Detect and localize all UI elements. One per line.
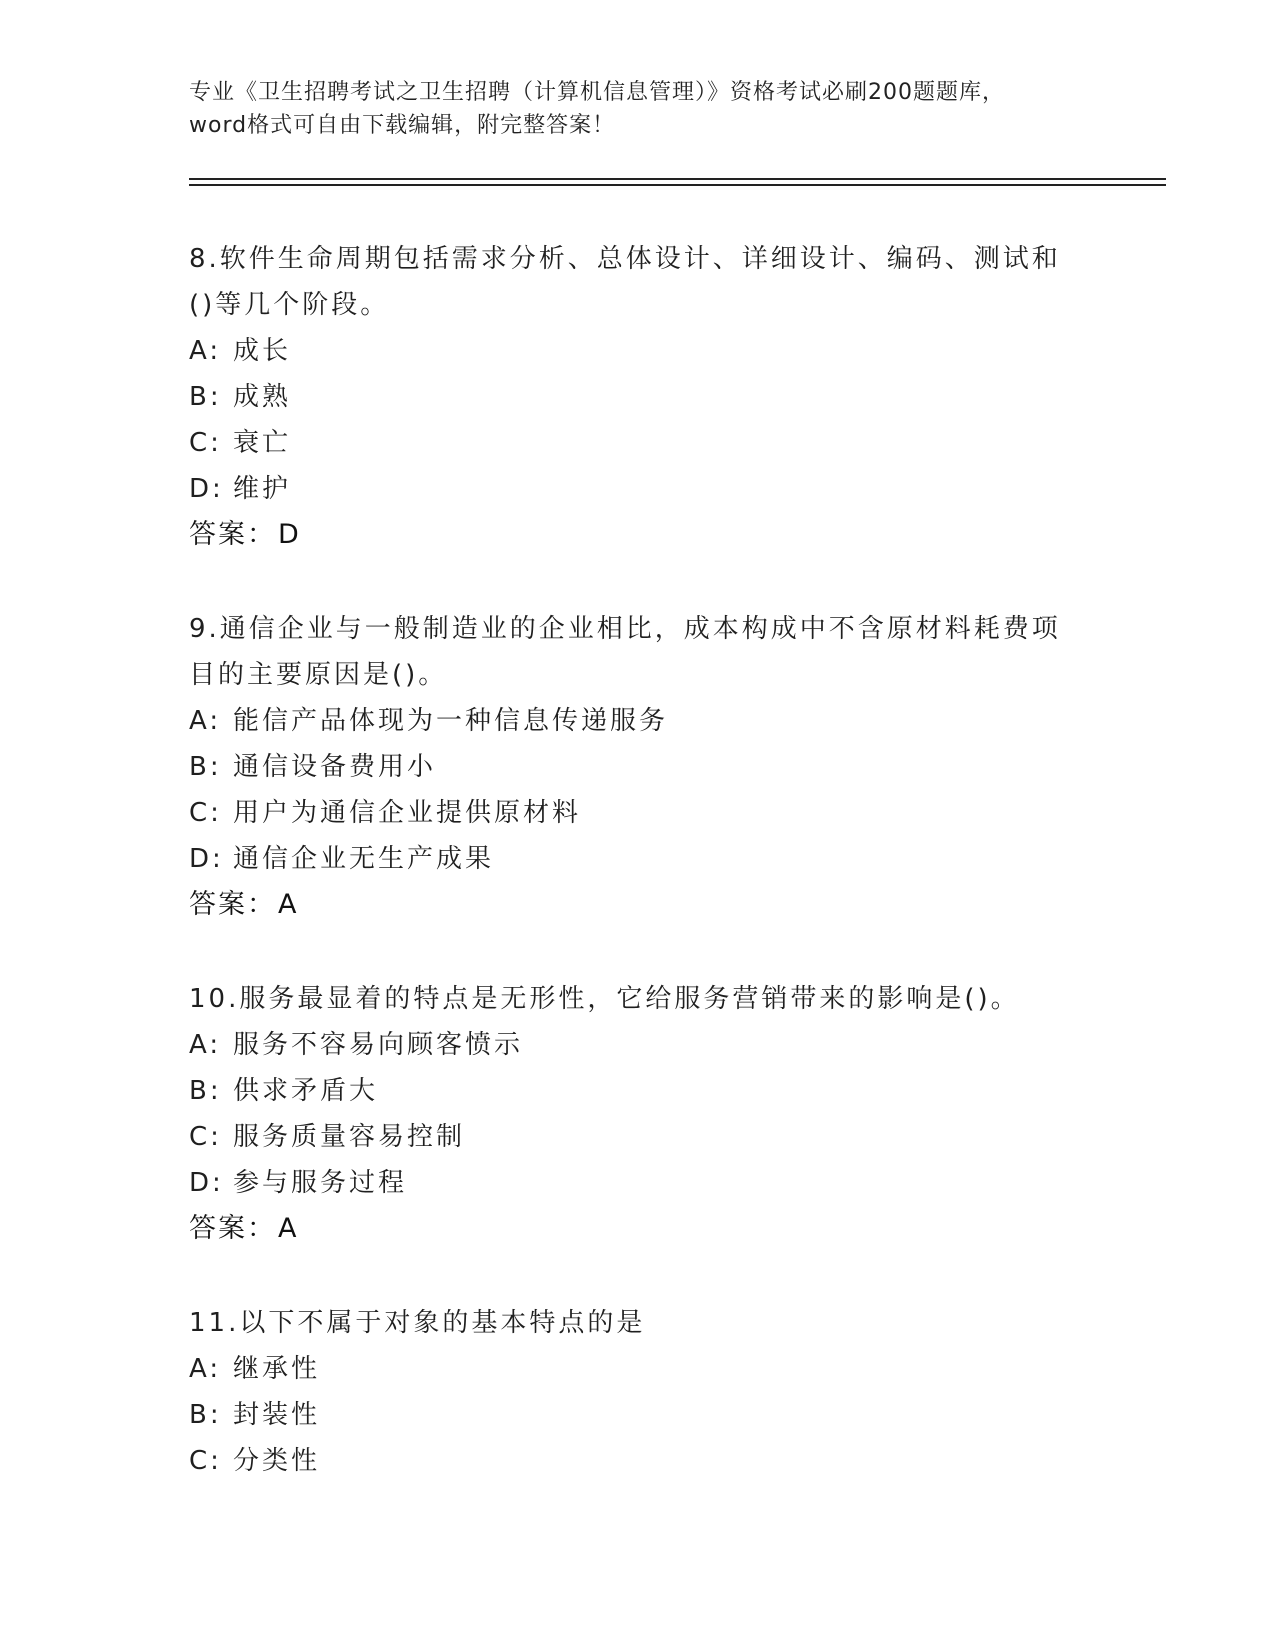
- option-text: 通信设备费用小: [233, 752, 437, 782]
- option-letter: C:: [189, 1122, 222, 1152]
- header-divider-top: [189, 178, 1166, 180]
- option-d: [189, 466, 1089, 512]
- option-letter: A:: [189, 706, 222, 736]
- option-text: 参与服务过程: [233, 1168, 408, 1198]
- question-text: 9.通信企业与一般制造业的企业相比，成本构成中不含原材料耗费项: [189, 614, 1061, 644]
- answer-label: 答案：: [189, 1213, 276, 1244]
- option-b: [189, 744, 1089, 790]
- option-letter: B:: [189, 382, 222, 412]
- option-a: [189, 1022, 1089, 1068]
- option-c: [189, 420, 1089, 466]
- option-a: [189, 698, 1089, 744]
- option-text: 继承性: [233, 1354, 321, 1384]
- option-letter: D:: [189, 1168, 224, 1198]
- option-letter: B:: [189, 1400, 222, 1430]
- option-a: [189, 1346, 1089, 1392]
- option-d: [189, 1160, 1089, 1206]
- answer-value: A: [278, 889, 297, 920]
- header-line-1: 专业《卫生招聘考试之卫生招聘（计算机信息管理）》资格考试必刷200题题库，: [189, 80, 1005, 105]
- option-text: 成长: [233, 336, 292, 366]
- header-line-2: word格式可自由下载编辑，附完整答案！: [189, 113, 616, 138]
- option-text: 通信企业无生产成果: [233, 844, 495, 874]
- answer-label: 答案：: [189, 889, 276, 920]
- option-text: 成熟: [233, 382, 292, 412]
- answer-value: D: [278, 519, 299, 550]
- option-text: 分类性: [233, 1446, 321, 1476]
- question-text: 目的主要原因是()。: [189, 660, 448, 690]
- question-item: [189, 976, 1089, 1252]
- answer-line: [189, 882, 1089, 928]
- option-letter: D:: [189, 844, 224, 874]
- question-item: [189, 606, 1089, 928]
- option-letter: A:: [189, 1030, 222, 1060]
- option-text: 维护: [233, 474, 292, 504]
- question-text: 11.以下不属于对象的基本特点的是: [189, 1308, 646, 1338]
- question-list: [189, 236, 1089, 1532]
- option-a: [189, 328, 1089, 374]
- option-letter: B:: [189, 752, 222, 782]
- option-b: [189, 374, 1089, 420]
- option-text: 用户为通信企业提供原材料: [233, 798, 582, 828]
- option-letter: A:: [189, 336, 222, 366]
- option-text: 衰亡: [233, 428, 292, 458]
- question-text: 10.服务最显着的特点是无形性，它给服务营销带来的影响是()。: [189, 984, 1020, 1014]
- header-divider-bottom: [189, 184, 1166, 186]
- option-text: 能信产品体现为一种信息传递服务: [233, 706, 669, 736]
- option-text: 服务不容易向顾客愤示: [233, 1030, 524, 1060]
- option-letter: C:: [189, 798, 222, 828]
- question-item: [189, 236, 1089, 558]
- option-letter: C:: [189, 1446, 222, 1476]
- document-header: [189, 76, 1089, 142]
- question-text: ()等几个阶段。: [189, 290, 390, 320]
- option-text: 封装性: [233, 1400, 321, 1430]
- question-item: [189, 1300, 1089, 1484]
- option-b: [189, 1392, 1089, 1438]
- answer-label: 答案：: [189, 519, 276, 550]
- option-letter: A:: [189, 1354, 222, 1384]
- option-c: [189, 1114, 1089, 1160]
- option-text: 服务质量容易控制: [233, 1122, 466, 1152]
- answer-line: [189, 1206, 1089, 1252]
- option-text: 供求矛盾大: [233, 1076, 379, 1106]
- option-d: [189, 836, 1089, 882]
- question-text: 8.软件生命周期包括需求分析、总体设计、详细设计、编码、测试和: [189, 244, 1061, 274]
- answer-value: A: [278, 1213, 297, 1244]
- option-letter: B:: [189, 1076, 222, 1106]
- answer-line: [189, 512, 1089, 558]
- option-letter: D:: [189, 474, 224, 504]
- option-b: [189, 1068, 1089, 1114]
- option-c: [189, 1438, 1089, 1484]
- option-letter: C:: [189, 428, 222, 458]
- option-c: [189, 790, 1089, 836]
